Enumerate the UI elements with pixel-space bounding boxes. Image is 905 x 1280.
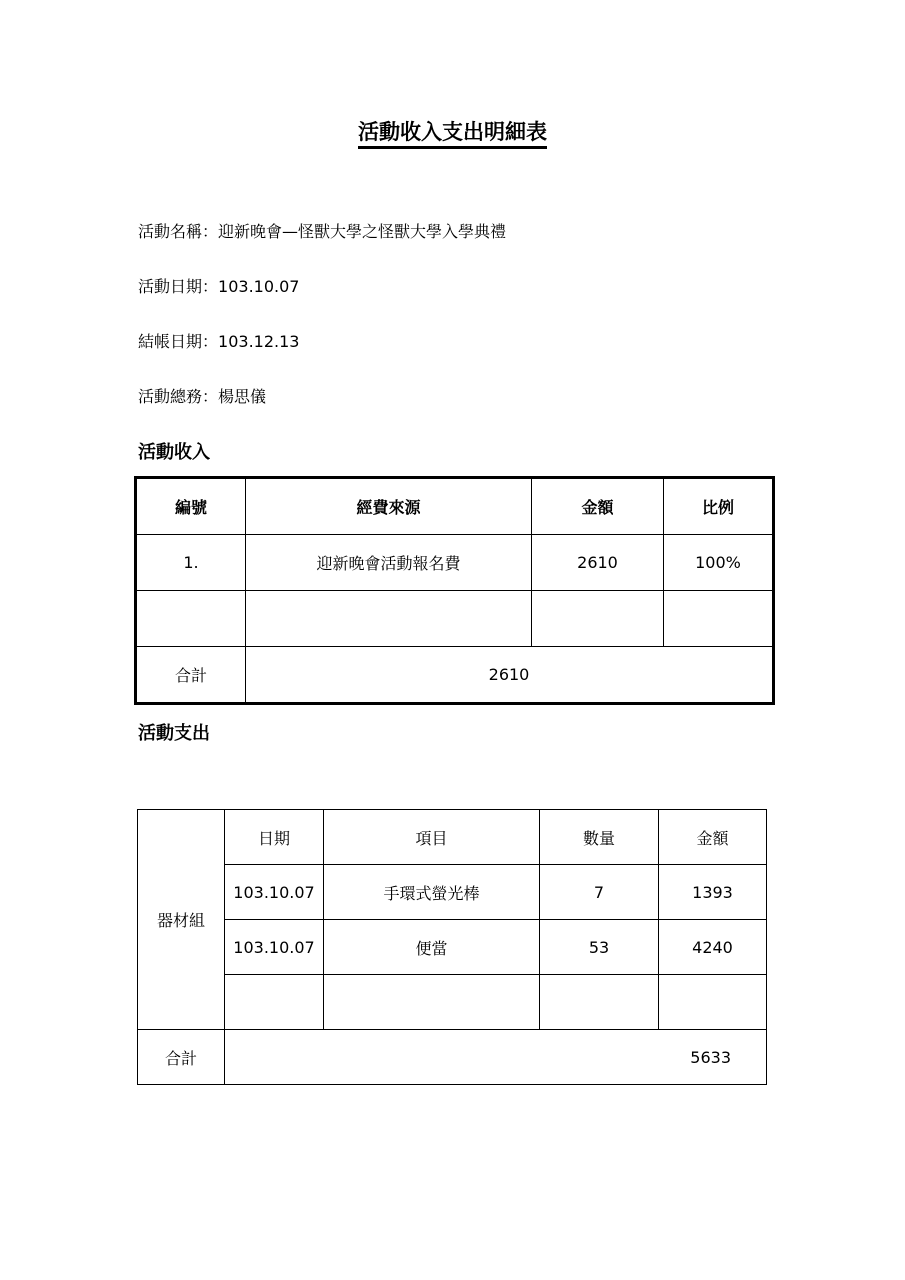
cell: 1.	[136, 535, 246, 591]
table-row	[138, 920, 767, 975]
header-date: 日期	[225, 810, 324, 865]
income-heading: 活動收入	[138, 442, 210, 463]
header-quantity: 數量	[540, 810, 659, 865]
page-title: 活動收入支出明細表	[0, 116, 905, 146]
cell	[664, 591, 774, 647]
cell: 7	[540, 865, 659, 920]
table-row	[138, 865, 767, 920]
cell	[136, 591, 246, 647]
expense-heading: 活動支出	[138, 723, 210, 744]
cell	[246, 591, 532, 647]
cell: 2610	[532, 535, 664, 591]
cell	[532, 591, 664, 647]
group-label: 器材組	[138, 810, 225, 1030]
info-activity-date: 活動日期：103.10.07	[138, 277, 300, 296]
table-row	[138, 975, 767, 1030]
total-label: 合計	[138, 1030, 225, 1085]
total-row	[136, 647, 774, 704]
info-activity-name: 活動名稱：迎新晚會—怪獸大學之怪獸大學入學典禮	[138, 222, 507, 241]
cell: 103.10.07	[225, 865, 324, 920]
cell	[225, 975, 324, 1030]
header-amount: 金額	[532, 478, 664, 535]
total-row	[138, 1030, 767, 1085]
cell	[324, 975, 540, 1030]
cell: 53	[540, 920, 659, 975]
cell: 103.10.07	[225, 920, 324, 975]
cell	[540, 975, 659, 1030]
info-settlement-date: 結帳日期：103.12.13	[138, 332, 300, 351]
table-header-row	[136, 478, 774, 535]
table-row	[136, 535, 774, 591]
cell: 100%	[664, 535, 774, 591]
cell: 手環式螢光棒	[324, 865, 540, 920]
info-treasurer: 活動總務：楊思儀	[138, 387, 267, 406]
header-amount: 金額	[659, 810, 767, 865]
expense-table	[137, 809, 767, 1085]
income-table	[134, 476, 775, 705]
total-label: 合計	[136, 647, 246, 704]
cell: 便當	[324, 920, 540, 975]
total-value: 5633	[225, 1030, 767, 1085]
cell: 1393	[659, 865, 767, 920]
header-number: 編號	[136, 478, 246, 535]
header-ratio: 比例	[664, 478, 774, 535]
cell: 迎新晚會活動報名費	[246, 535, 532, 591]
table-header-row	[138, 810, 767, 865]
header-item: 項目	[324, 810, 540, 865]
cell	[659, 975, 767, 1030]
table-row	[136, 591, 774, 647]
header-source: 經費來源	[246, 478, 532, 535]
total-value: 2610	[246, 647, 774, 704]
cell: 4240	[659, 920, 767, 975]
